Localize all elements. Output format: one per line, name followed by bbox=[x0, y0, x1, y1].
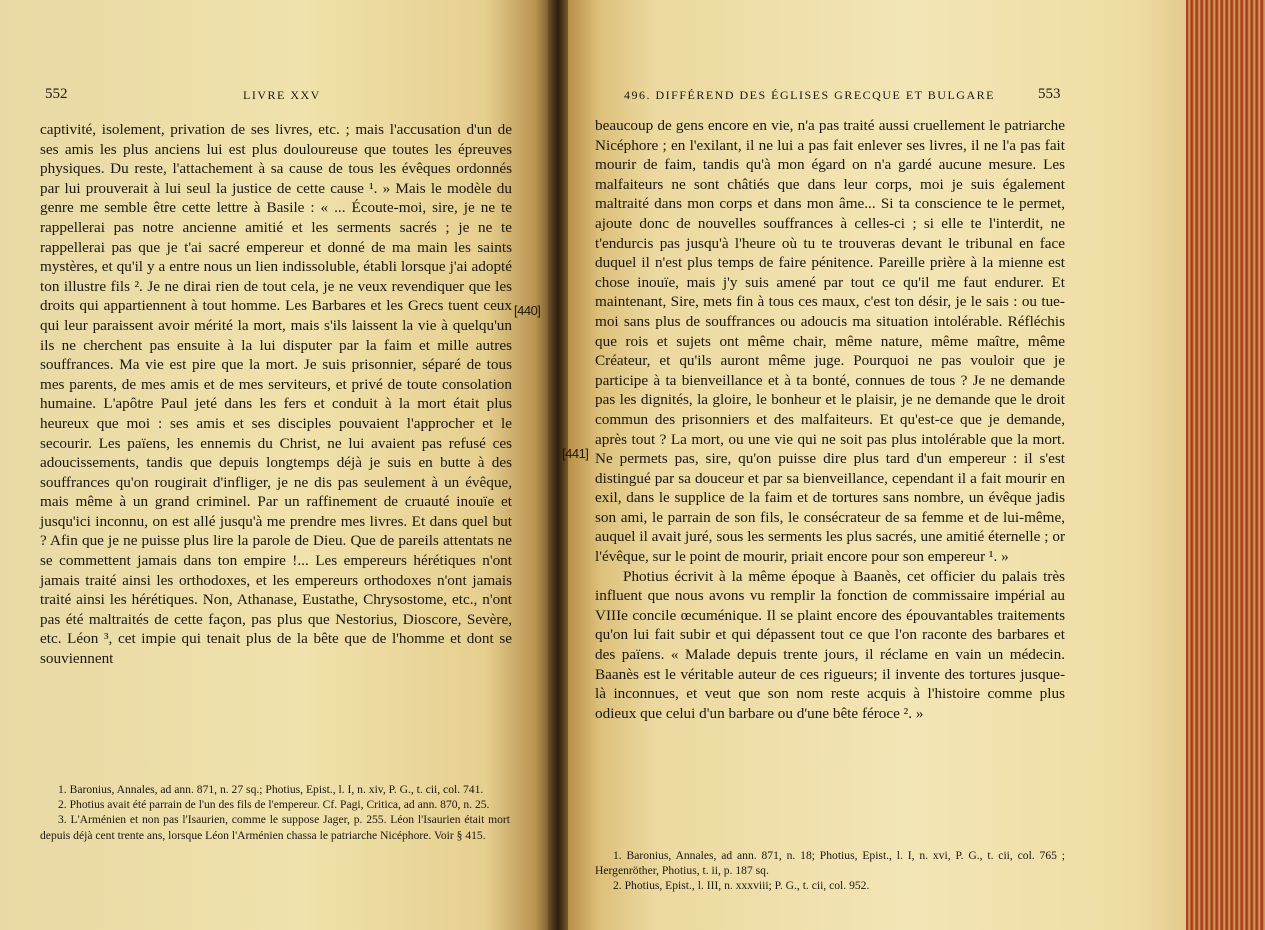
footnote: 2. Photius, Epist., l. III, n. xxxviii; P. G., t. cii, col. 952. bbox=[613, 879, 870, 893]
body-text-right bbox=[595, 116, 1065, 723]
page-edges bbox=[1186, 0, 1265, 930]
footnote: 2. Photius avait été parrain de l'un des fils de l'empereur. Cf. Pagi, Critica, ad ann. 870, n. 25. bbox=[58, 798, 490, 812]
body-text-left bbox=[40, 120, 512, 669]
page-number-right: 553 bbox=[1038, 86, 1061, 102]
book-gutter bbox=[548, 0, 570, 930]
margin-reference-right: [441] bbox=[562, 446, 589, 461]
footnote: 1. Baronius, Annales, ad ann. 871, n. 18; Photius, Epist., l. I, n. xvi, P. G., t. cii, col. 765 ; Hergenröther, Photius, t. ii, p. 187 sq. bbox=[595, 849, 1065, 878]
paragraph: Photius écrivit à la même époque à Baanès, cet officier du palais très influent que nous avons vu remplir la fonction de commissaire impérial au VIIIe concile œcuménique. Il se plaint encore des épouvantables traitements qu'on lui fait subir et qui dépassent tout ce que l'on raconte des barbares et des païens. « Malade depuis trente jours, il réclame en vain un médecin. Baanès est le véritable auteur de ces rigueurs; il invente des tortures jusque-là inconnues, et veut que son nom reste acquis à l'histoire comme plus odieux que celui d'un barbare ou d'une bête féroce ². » bbox=[595, 567, 1065, 722]
paragraph: beaucoup de gens encore en vie, n'a pas traité aussi cruellement le patriarche Nicéphore ; en l'exilant, il ne lui a pas fait enlever ses livres, il ne l'a pas fait mourir de faim, tandis qu'à mon égard on n'a gardé aucune mesure. Les malfaiteurs ne sont châtiés que dans leur corps, moi je suis également maltraité dans mon corps et dans mon âme... Si ta conscience te le permet, ajoute donc de nouvelles souffrances à celles-ci ; si elle te l'interdit, ne t'endurcis pas jusqu'à l'heure où tu te trouveras devant le tribunal en face duquel il n'est plus temps de faire pénitence. Pareille prière à la mienne est chose inouïe, mais j'y suis amené par tout ce qu'il me faut endurer. Et maintenant, Sire, mets fin à tous ces maux, c'est ton désir, je le sais : ou tue-moi sans plus de souffrances ou adoucis ma situation intolérable. Réfléchis que rois et sujets ont même chair, même nature, même maître, même Créateur, et qu'ils auront même juge. Pourquoi ne pas vouloir que je participe à ta bienveillance et à ta bonté, connues de tous ? Je ne demande pas les dignités, la gloire, le bonheur et le plaisir, je ne demande que le droit commun des prisonniers et des malfaiteurs. Et qu'est-ce que je demande, après tout ? La mort, ou une vie qui ne soit pas plus intolérable que la mort. Ne permets pas, sire, qu'on puisse dire plus tard d'un empereur : il s'est distingué par sa douceur et par sa bienveillance, cependant il a fait mourir en exil, dans le supplice de la faim et de tortures sans nombre, un évêque jadis son ami, le parrain de son fils, le consécrateur de sa femme et de lui-même, auquel il avait juré, sous les serments les plus sacrés, une amitié éternelle ; or l'évêque, sur le point de mourir, priait encore pour son empereur ¹. » bbox=[595, 117, 1065, 566]
page-number-left: 552 bbox=[45, 86, 68, 102]
margin-reference-left: [440] bbox=[514, 303, 541, 318]
left-page bbox=[0, 0, 552, 930]
running-head-left: LIVRE XXV bbox=[243, 88, 321, 102]
right-page bbox=[562, 0, 1188, 930]
footnotes-right bbox=[595, 848, 1065, 894]
footnotes-left bbox=[40, 782, 510, 843]
footnote: 1. Baronius, Annales, ad ann. 871, n. 27 sq.; Photius, Epist., l. I, n. xiv, P. G., t. cii, col. 741. bbox=[58, 783, 484, 796]
paragraph: captivité, isolement, privation de ses livres, etc. ; mais l'accusation d'un de ses amis les plus anciens lui est plus douloureuse que toutes les épreuves physiques. Du reste, l'attachement à sa cause de tous les évêques ordonnés par lui prouverait à lui seul la justice de cette cause ¹. » Mais le modèle du genre me semble être cette lettre à Basile : « ... Écoute-moi, sire, je ne te rappellerai pas notre ancienne amitié et les serments sacrés ; je ne te rappellerai pas que je t'ai sacré empereur et donné de ma main les saints mystères, et qu'il y a entre nous un lien indissoluble, établi lorsque j'ai adopté ton illustre fils ². Je ne dirai rien de tout cela, je ne veux revendiquer que les droits qui appartiennent à tout homme. Les Barbares et les Grecs tuent ceux qui leur paraissent avoir mérité la mort, mais s'ils laissent la vie à quelqu'un ils ne cherchent pas ensuite à la lui disputer par la faim et mille autres souffrances. Ma vie est pire que la mort. Je suis prisonnier, séparé de tous mes parents, de mes amis et de mes serviteurs, et privé de toute consolation humaine. L'apôtre Paul jeté dans les fers et conduit à la mort était plus heureux que moi : ses amis et ses disciples pouvaient l'approcher et le secourir. Les païens, les ennemis du Christ, ne lui avaient pas refusé ces adoucissements, tandis que depuis longtemps déjà je suis en butte à des souffrances qu'on rougirait d'infliger, je ne dis pas seulement à un évêque, mais même à un grand criminel. Par un raffinement de cruauté inouïe et jusqu'ici inconnu, on est allé jusqu'à me prendre mes livres. Et dans quel but ? Afin que je ne puisse plus lire la parole de Dieu. Que de pareils attentats ne se commettent jamais dans ton empire !... Les empereurs hérétiques n'ont jamais traité ainsi les orthodoxes, et les empereurs orthodoxes n'ont jamais traité ainsi les hérétiques. Non, Athanase, Eustathe, Chrysostome, etc., n'ont pas été maltraités de cette façon, pas plus que Nestorius, Dioscore, Sevère, etc. Léon ³, cet impie qui tenait plus de la bête que de l'homme et dont se souviennent bbox=[40, 121, 512, 668]
running-head-right: 496. DIFFÉREND DES ÉGLISES GRECQUE ET BULGARE bbox=[624, 88, 995, 102]
footnote: 3. L'Arménien et non pas l'Isaurien, comme le suppose Jager, p. 255. Léon l'Isaurien était mort depuis déjà cent trente ans, lorsque Léon l'Arménien chassa le patriarche Nicéphore. Voir § 415. bbox=[40, 813, 510, 842]
